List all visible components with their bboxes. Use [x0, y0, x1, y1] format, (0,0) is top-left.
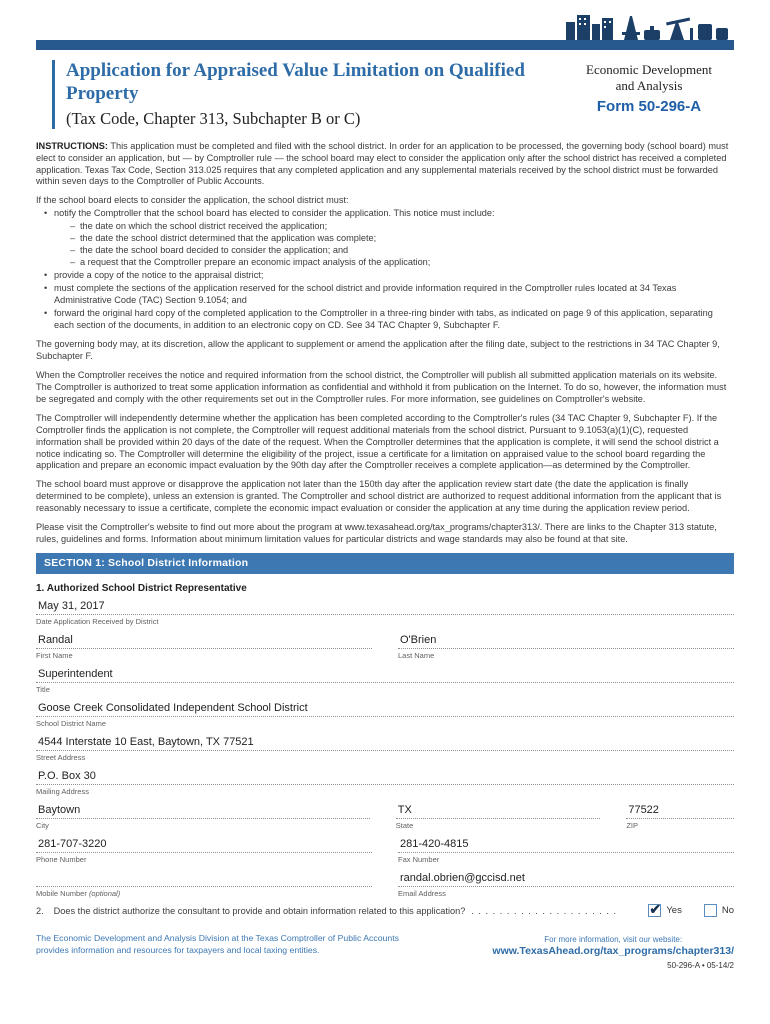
zip-label: ZIP — [626, 821, 638, 831]
division-line1: Economic Development — [586, 62, 712, 77]
phone-input[interactable]: 281-707-3220 — [36, 838, 372, 853]
state-label: State — [395, 821, 414, 831]
field-title — [36, 668, 734, 694]
paragraph: Please visit the Comptroller's website to find out more about the program at www.texasahead.org/tax_programs/chapter313/. There are links to the Chapter 313 statute, rules, guidelines and forms. Information about minimum limitation values for particular districts and wage standards may also be found at that site. — [36, 522, 717, 545]
title-label: Title — [36, 685, 50, 695]
state-input[interactable]: TX — [396, 804, 601, 819]
footer-website-url[interactable]: www.TexasAhead.org/tax_programs/chapter313/ — [492, 945, 734, 958]
instructions — [0, 141, 770, 547]
section1-header: SECTION 1: School District Information — [36, 553, 734, 574]
list-item — [42, 308, 734, 332]
fax-label: Fax Number — [398, 855, 440, 865]
yes-checkbox[interactable] — [648, 901, 662, 918]
field-phone — [36, 838, 372, 864]
instructions-label: INSTRUCTIONS: — [36, 140, 108, 151]
title-input[interactable]: Superintendent — [36, 668, 734, 683]
field-first-name — [36, 634, 372, 660]
paragraph: When the Comptroller receives the notice and required information from the school district, the Comptroller will publish all submitted application materials on its website. The Comptroller is authorized to treat some application information as confidential and withhold it from publication on the Internet. To do so, however, the information must be segregated and comply with the other requirements set out in the Comptroller rules. For more information, see guidelines on Comptroller's website. — [36, 369, 727, 404]
page-title: Application for Appraised Value Limitation on Qualified Property — [66, 60, 525, 104]
mobile-label-optional: (optional) — [88, 889, 121, 899]
first-name-input[interactable]: Randal — [36, 634, 372, 649]
city-label: City — [36, 821, 49, 831]
section1-fields — [36, 600, 734, 898]
city-industry-icon — [566, 10, 734, 40]
footer-website-caption: For more information, visit our website: — [544, 935, 683, 945]
list-item-text: a request that the Comptroller prepare an economic impact analysis of the application; — [80, 257, 431, 268]
form-code: 50-296-A • 05-14/2 — [667, 961, 734, 971]
list-item — [42, 283, 734, 307]
field-date-received — [36, 600, 734, 626]
board-elects-intro: If the school board elects to consider the application, the school district must: — [36, 195, 349, 206]
phone-label: Phone Number — [36, 855, 87, 865]
field-email — [398, 872, 734, 898]
field-district-name — [36, 702, 734, 728]
last-name-input[interactable]: O'Brien — [398, 634, 734, 649]
instructions-intro — [36, 141, 734, 189]
list-item-text: the date the school district determined that the application was complete; — [80, 233, 377, 244]
list-item-text: must complete the sections of the application reserved for the school district and provide information required in the Comptroller rules located at 34 Texas Administrative Code (TAC) Section 9.1054; and — [54, 283, 677, 306]
field-zip — [626, 804, 734, 830]
title-block — [52, 60, 734, 129]
list-item-text: provide a copy of the notice to the appraisal district; — [54, 270, 264, 281]
question-2-text: Does the district authorize the consultant to provide and obtain information related to this application? — [53, 905, 466, 916]
list-item — [68, 233, 734, 245]
board-must-list — [42, 208, 734, 332]
page-subtitle: (Tax Code, Chapter 313, Subchapter B or C) — [66, 108, 361, 128]
date-received-label: Date Application Received by District — [36, 617, 159, 627]
list-item — [68, 221, 734, 233]
yes-label: Yes — [666, 905, 682, 917]
list-item — [42, 270, 734, 282]
fax-input[interactable]: 281-420-4815 — [398, 838, 734, 853]
list-item — [68, 257, 734, 269]
form-number: Form 50-296-A — [596, 97, 702, 115]
field-fax — [398, 838, 734, 864]
street-address-label: Street Address — [36, 753, 86, 763]
mailing-address-input[interactable]: P.O. Box 30 — [36, 770, 734, 785]
mobile-label — [36, 889, 372, 898]
district-name-input[interactable]: Goose Creek Consolidated Independent School District — [36, 702, 734, 717]
field-street-address — [36, 736, 734, 762]
mailing-address-label: Mailing Address — [36, 787, 89, 797]
field-mailing-address — [36, 770, 734, 796]
question-2-number: 2. — [36, 905, 44, 916]
list-item — [68, 245, 734, 257]
masthead — [36, 40, 734, 50]
title-vertical-rule — [52, 60, 55, 129]
city-input[interactable]: Baytown — [36, 804, 370, 819]
email-label: Email Address — [398, 889, 446, 899]
mobile-label-text: Mobile Number — [36, 889, 89, 899]
instructions-intro-text: This application must be completed and filed with the school district. In order for an application to be processed, the governing body (school board) must elect to consider an application, but — by Comptroller rule — the school board may elect to consider the application only after the school district has received a completed application. Texas Tax Code, Section 313.025 requires that any completed application and any supplemental materials received by the school district must be forwarded within seven days to the Comptroller of Public Accounts. — [36, 140, 729, 187]
division-line2: and Analysis — [615, 78, 683, 94]
list-item-text: the date the school board decided to consider the application; and — [80, 245, 349, 256]
no-label: No — [721, 905, 734, 917]
date-received-input[interactable]: May 31, 2017 — [36, 600, 734, 615]
question-2 — [36, 901, 734, 918]
list-item-text: forward the original hard copy of the completed application to the Comptroller in a three-ring binder with tabs, as indicated on page 9 of this application, separating each section of the documents, in addition to an electronic copy on CD. See 34 TAC Chapter 9, Subchapter F. — [54, 307, 713, 330]
paragraph: The Comptroller will independently determine whether the application has been completed according to the Comptroller's rules (34 TAC Chapter 9, Subchapter F). If the Comptroller finds the application is not complete, the Comptroller will request additional materials from the school district. Pursuant to 9.1053(a)(1)(C), requested information shall be provided within 20 days of the date of the request. When the Comptroller determines that the application is complete, it will send the school district a notice indicating so. The Comptroller will determine the eligibility of the project, issue a certificate for a limitation on appraised value to the school board regarding the application and prepare an economic impact evaluation by the 90th day after the Comptroller receives a complete application—as determined by the Comptroller. — [36, 412, 719, 471]
list-item-text: the date on which the school district received the application; — [80, 221, 328, 232]
field-last-name — [398, 634, 734, 660]
page-footer — [36, 933, 734, 957]
list-item-text: notify the Comptroller that the school board has elected to consider the application. This notice must include: — [54, 208, 495, 219]
division-name — [564, 62, 734, 95]
zip-input[interactable]: 77522 — [626, 804, 734, 819]
dot-leader: . . . . . . . . . . . . . . . . . . . . . — [471, 905, 617, 916]
email-input[interactable]: randal.obrien@gccisd.net — [398, 872, 734, 887]
list-item — [42, 208, 734, 269]
footer-division-note: The Economic Development and Analysis Division at the Texas Comptroller of Public Accounts provides information and resources for taxpayers and local taxing entities. — [36, 933, 399, 955]
district-name-label: School District Name — [36, 719, 107, 729]
paragraph: The school board must approve or disapprove the application not later than the 150th day after the application review start date (the date the application is finally determined to be complete), unless an extension is granted. The Comptroller and school district are authorized to request additional information from the applicant that is reasonably necessary to issue a certificate, complete the economic impact evaluation or consider the application at any time during the application review period. — [36, 479, 722, 514]
notice-sublist — [68, 221, 734, 269]
paragraph: The governing body may, at its discretion, allow the applicant to supplement or amend the application after the filing date, subject to the restrictions in 34 TAC Chapter 9, Subchapter F. — [36, 338, 720, 361]
field-mobile — [36, 872, 372, 898]
last-name-label: Last Name — [398, 651, 435, 661]
mobile-input[interactable] — [36, 872, 372, 887]
no-checkbox[interactable] — [704, 904, 717, 917]
street-address-input[interactable]: 4544 Interstate 10 East, Baytown, TX 77521 — [36, 736, 734, 751]
field-city — [36, 804, 370, 830]
top-rule-bar — [36, 40, 734, 50]
first-name-label: First Name — [36, 651, 73, 661]
checkmark-icon: ✔ — [649, 901, 662, 918]
field-state — [396, 804, 601, 830]
item1-title: 1. Authorized School District Representative — [36, 583, 247, 595]
